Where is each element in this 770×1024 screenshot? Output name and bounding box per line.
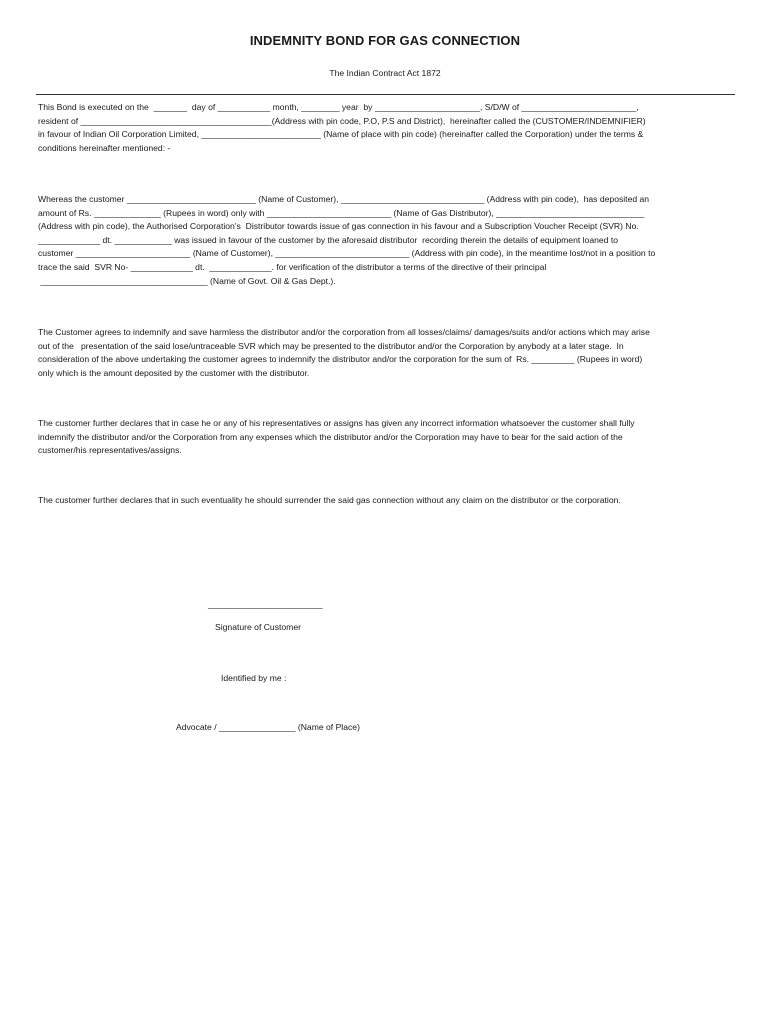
signature-blank-line: ________________________ xyxy=(208,599,323,609)
paragraph-line: amount of Rs. ______________ (Rupees in word) only with __________________________ (Name of Gas Distributor), _______________________________ xyxy=(38,207,645,218)
indemnify-paragraph xyxy=(38,326,738,380)
surrender-paragraph xyxy=(38,494,738,508)
paragraph-line: in favour of Indian Oil Corporation Limited, _________________________ (Name of place with pin code) (hereinafter called the Corporation) under the terms & xyxy=(38,129,644,140)
paragraph-line: ___________________________________ (Name of Govt. Oil & Gas Dept.). xyxy=(38,275,336,286)
whereas-paragraph xyxy=(38,193,738,288)
paragraph-line: customer/his representatives/assigns. xyxy=(38,445,182,456)
paragraph-line: out of the presentation of the said lose/untraceable SVR which may be presented to the distributor and/or the Corporation by anybody at a later stage. In xyxy=(38,340,624,351)
paragraph-line: resident of ________________________________________(Address with pin code, P.O, P.S and District), hereinafter called the (CUSTOMER/INDEMNIFIER) xyxy=(38,115,646,126)
paragraph-line: The Customer agrees to indemnify and save harmless the distributor and/or the corporation from all losses/claims/ damages/suits and/or actions which may arise xyxy=(38,327,650,337)
document-title: INDEMNITY BOND FOR GAS CONNECTION xyxy=(249,33,521,48)
incorrect-information-paragraph xyxy=(38,417,738,458)
paragraph-line: conditions hereinafter mentioned: - xyxy=(38,142,171,153)
paragraph-line: The customer further declares that in case he or any of his representatives or assigns has given any incorrect information whatsoever the customer shall fully xyxy=(38,418,635,428)
header-divider xyxy=(36,94,735,95)
paragraph-line: The customer further declares that in such eventuality he should surrender the said gas connection without any claim on the distributor or the corporation. xyxy=(38,495,621,505)
paragraph-line: only which is the amount deposited by the customer with the distributor. xyxy=(38,367,310,378)
paragraph-line: trace the said SVR No- _____________ dt. _____________. for verification of the distributor a terms of the directive of their principal xyxy=(38,261,547,272)
paragraph-line: consideration of the above undertaking the customer agrees to indemnify the distributor and/or the corporation for the sum of Rs. _________ (Rupees in word) xyxy=(38,354,643,365)
bond-execution-paragraph xyxy=(38,101,738,155)
paragraph-line: _____________ dt. ____________ was issued in favour of the customer by the aforesaid distributor recording therein the details of equipment loaned to xyxy=(38,234,618,245)
advocate-place-line: Advocate / ________________ (Name of Place) xyxy=(176,722,360,732)
paragraph-line: Whereas the customer ___________________________ (Name of Customer), ______________________________ (Address with pin code), has deposited an xyxy=(38,194,650,204)
document-subtitle: The Indian Contract Act 1872 xyxy=(329,68,441,78)
paragraph-line: indemnify the distributor and/or the Corporation from any expenses which the distributor and/or the Corporation may have to bear for the said action of the xyxy=(38,431,623,442)
identified-by-label: Identified by me : xyxy=(221,673,287,683)
paragraph-line: This Bond is executed on the _______ day of ___________ month, ________ year by ______________________, S/D/W of ________________________, xyxy=(38,102,639,112)
paragraph-line: (Address with pin code), the Authorised Corporation’s Distributor towards issue of gas connection in his favour and a Subscription Voucher Receipt (SVR) No. xyxy=(38,221,639,232)
signature-of-customer-label: Signature of Customer xyxy=(215,622,301,632)
paragraph-line: customer ________________________ (Name of Customer), ____________________________ (Address with pin code), in the meantime lost/not in a position to xyxy=(38,248,656,259)
